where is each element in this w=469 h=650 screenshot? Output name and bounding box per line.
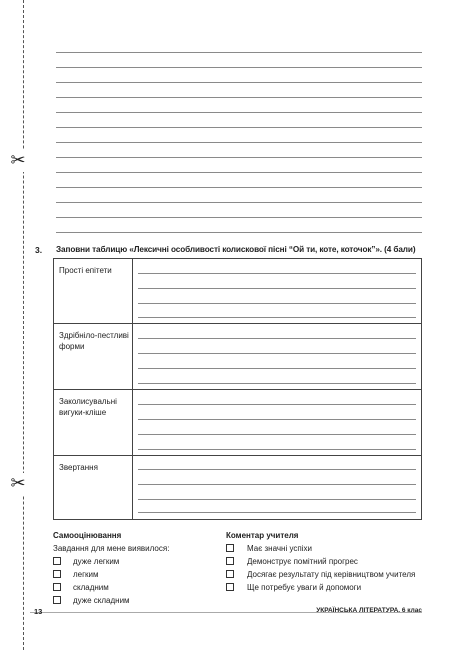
checkbox-significant-success[interactable] bbox=[226, 544, 234, 552]
writing-line[interactable] bbox=[56, 157, 422, 158]
option-label: складним bbox=[73, 583, 109, 592]
writing-line[interactable] bbox=[138, 303, 416, 304]
scissors-icon: ✂ bbox=[8, 150, 28, 172]
table-row bbox=[54, 259, 421, 324]
writing-line[interactable] bbox=[138, 288, 416, 289]
writing-line[interactable] bbox=[138, 434, 416, 435]
writing-line[interactable] bbox=[56, 112, 422, 113]
row-label: Прості епітети bbox=[59, 266, 112, 275]
option-label: легким bbox=[73, 570, 99, 579]
row-label: Заколисувальні вигуки-кліше bbox=[59, 397, 117, 417]
writing-line[interactable] bbox=[138, 338, 416, 339]
writing-line[interactable] bbox=[138, 317, 416, 318]
writing-line[interactable] bbox=[138, 499, 416, 500]
task-instruction: Заповни таблицю «Лексичні особливості колискової пісні “Ой ти, коте, коточок”». (4 бали) bbox=[56, 245, 416, 254]
writing-line[interactable] bbox=[56, 142, 422, 143]
table-row bbox=[54, 324, 421, 390]
writing-line[interactable] bbox=[56, 97, 422, 98]
option-label: Має значні успіхи bbox=[247, 544, 312, 553]
teacher-comment-title: Коментар учителя bbox=[226, 531, 299, 540]
checkbox-very-easy[interactable] bbox=[53, 557, 61, 565]
page-number: 13 bbox=[34, 607, 43, 616]
checkbox-noticeable-progress[interactable] bbox=[226, 557, 234, 565]
writing-line[interactable] bbox=[138, 368, 416, 369]
writing-line[interactable] bbox=[56, 232, 422, 233]
writing-line[interactable] bbox=[138, 419, 416, 420]
writing-line[interactable] bbox=[56, 67, 422, 68]
task-number: 3. bbox=[35, 245, 43, 255]
table-row bbox=[54, 456, 421, 519]
self-assessment-subtitle: Завдання для мене виявилося: bbox=[53, 544, 170, 553]
writing-line[interactable] bbox=[138, 353, 416, 354]
writing-line[interactable] bbox=[56, 217, 422, 218]
writing-line[interactable] bbox=[138, 273, 416, 274]
writing-line[interactable] bbox=[138, 449, 416, 450]
row-label: Здрібніло-пестливі форми bbox=[59, 331, 129, 351]
checkbox-easy[interactable] bbox=[53, 570, 61, 578]
checkbox-very-difficult[interactable] bbox=[53, 596, 61, 604]
writing-line[interactable] bbox=[138, 404, 416, 405]
option-label: Досягає результату під керівництвом учителя bbox=[247, 570, 416, 579]
writing-line[interactable] bbox=[56, 172, 422, 173]
self-assessment-title: Самооцінювання bbox=[53, 531, 122, 540]
checkbox-with-guidance[interactable] bbox=[226, 570, 234, 578]
writing-line[interactable] bbox=[138, 484, 416, 485]
writing-line[interactable] bbox=[56, 52, 422, 53]
writing-line[interactable] bbox=[56, 82, 422, 83]
option-label: Демонструє помітний прогрес bbox=[247, 557, 358, 566]
writing-line[interactable] bbox=[56, 202, 422, 203]
checkbox-difficult[interactable] bbox=[53, 583, 61, 591]
table-row bbox=[54, 390, 421, 456]
footer-title: УКРАЇНСЬКА ЛІТЕРАТУРА. 6 клас bbox=[316, 607, 422, 614]
option-label: дуже легким bbox=[73, 557, 120, 566]
writing-line[interactable] bbox=[138, 383, 416, 384]
writing-line[interactable] bbox=[138, 512, 416, 513]
cut-line bbox=[23, 0, 24, 650]
scissors-icon: ✂ bbox=[8, 473, 28, 495]
row-label: Звертання bbox=[59, 463, 98, 472]
lexical-features-table bbox=[53, 258, 422, 520]
option-label: Ще потребує уваги й допомоги bbox=[247, 583, 362, 592]
writing-line[interactable] bbox=[56, 187, 422, 188]
checkbox-needs-attention[interactable] bbox=[226, 583, 234, 591]
writing-line[interactable] bbox=[138, 469, 416, 470]
option-label: дуже складним bbox=[73, 596, 130, 605]
writing-line[interactable] bbox=[56, 127, 422, 128]
